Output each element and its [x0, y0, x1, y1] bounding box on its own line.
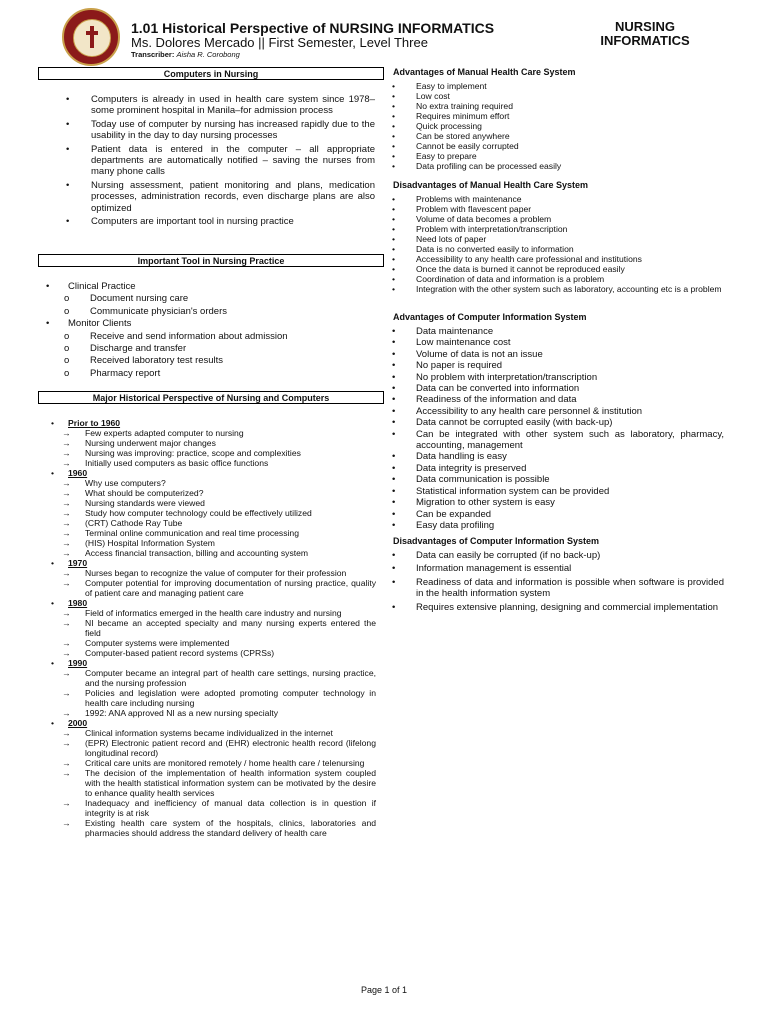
list-item [392, 417, 724, 428]
list-item [392, 224, 724, 234]
list-item [392, 497, 724, 508]
list-item-text: Field of informatics emerged in the health care industry and nursing [85, 608, 342, 618]
bullet-icon: • [392, 383, 396, 395]
list-item [392, 131, 724, 141]
list-item-text: Data communication is possible [416, 474, 550, 486]
list-item [52, 798, 376, 818]
list-item-text: Volume of data is not an issue [416, 348, 543, 360]
adv-manual-list [392, 81, 724, 171]
list-item [392, 550, 724, 561]
adv-manual-heading: Advantages of Manual Health Care System [393, 67, 576, 77]
list-item [392, 474, 724, 485]
list-item-text: Patient data is entered in the computer – all appropriate departments are automatically notified – saving the nurses from many phone calls [91, 143, 375, 178]
list-item-text: Can be stored anywhere [416, 131, 510, 141]
bullet-icon: • [392, 601, 396, 613]
list-item-text: Pharmacy report [90, 367, 161, 379]
bullet-icon: • [51, 718, 55, 728]
list-item [392, 602, 724, 613]
list-item [392, 141, 724, 151]
list-item [392, 406, 724, 417]
arrow-icon: → [62, 618, 71, 628]
list-item-text: Requires minimum effort [416, 111, 510, 121]
bullet-icon: • [392, 326, 396, 337]
list-item [392, 337, 724, 348]
bullet-icon: • [46, 281, 50, 292]
list-item [392, 563, 724, 574]
list-item-text: Problems with maintenance [416, 194, 522, 204]
list-item-text: Problem with interpretation/transcription [416, 224, 568, 234]
list-item-text: Data handling is easy [416, 451, 507, 463]
list-item [52, 438, 376, 448]
bullet-icon: • [66, 94, 70, 105]
list-item-text: Migration to other system is easy [416, 497, 555, 509]
list-item-text: Data can easily be corrupted (if no back-up) [416, 550, 601, 561]
bullet-icon: • [46, 318, 50, 330]
list-item [392, 151, 724, 161]
bullet-icon: • [392, 428, 396, 440]
list-item [392, 383, 724, 394]
arrow-icon: → [62, 728, 71, 738]
list-item [392, 161, 724, 171]
list-item [52, 648, 376, 658]
list-item-text: Monitor Clients [68, 318, 132, 330]
list-item [52, 478, 376, 488]
list-item [52, 548, 376, 558]
transcriber-line: Transcriber: Aisha R. Corobong [131, 50, 240, 59]
arrow-icon: → [62, 578, 71, 588]
bullet-icon: • [392, 451, 396, 463]
arrow-icon: → [62, 478, 71, 488]
list-item [52, 528, 376, 538]
bullet-icon: • [392, 462, 396, 474]
list-item-text: Policies and legislation were adopted promoting computer technology in health care including nursing [85, 688, 376, 708]
list-item-text: Easy to prepare [416, 151, 477, 161]
list-item-text: Data maintenance [416, 326, 494, 337]
list-item-text: Computers is already in used in health care system since 1978–some prominent hospital in Manila–for admission process [91, 94, 375, 117]
list-item-text: Critical care units are monitored remotely / home health care / telenursing [85, 758, 365, 768]
list-item-text: 1990 [68, 658, 88, 668]
list-item-text: Coordination of data and information is a problem [416, 274, 605, 284]
list-item [52, 638, 376, 648]
list-item [47, 331, 377, 342]
arrow-icon: → [62, 768, 71, 778]
list-item-text: (CRT) Cathode Ray Tube [85, 518, 183, 528]
list-item [392, 81, 724, 91]
list-item-text: Prior to 1960 [68, 418, 121, 428]
list-item-text: No paper is required [416, 360, 503, 372]
list-item-text: Can be integrated with other system such as laboratory, pharmacy, accounting, management [416, 428, 724, 452]
bullet-icon: • [392, 91, 396, 101]
list-item-text: Initially used computers as basic office functions [85, 458, 269, 468]
list-item-text: Nursing was improving: practice, scope and complexities [85, 448, 301, 458]
bullet-icon: o [64, 355, 70, 367]
list-item [392, 326, 724, 337]
list-item-text: (EPR) Electronic patient record and (EHR) electronic health record (lifelong longitudinal record) [85, 738, 376, 758]
bullet-icon: • [392, 161, 396, 171]
bullet-icon: • [392, 214, 396, 224]
list-item [392, 394, 724, 405]
list-item [52, 498, 376, 508]
list-item [392, 204, 724, 214]
bullet-icon: • [392, 417, 396, 429]
list-item [52, 598, 376, 608]
list-item [52, 728, 376, 738]
arrow-icon: → [62, 638, 71, 648]
arrow-icon: → [62, 608, 71, 618]
list-item [52, 768, 376, 798]
list-item-text: No problem with interpretation/transcription [416, 371, 598, 383]
list-item-text: Study how computer technology could be effectively utilized [85, 508, 312, 518]
document-subtitle: Ms. Dolores Mercado || First Semester, Level Three [131, 35, 428, 50]
list-item [67, 94, 375, 117]
bullet-icon: • [392, 576, 396, 588]
list-item-text: Readiness of the information and data [416, 394, 577, 406]
list-item-text: Need lots of paper [416, 234, 487, 244]
arrow-icon: → [62, 438, 71, 448]
list-item-text: Volume of data becomes a problem [416, 214, 552, 224]
bullet-icon: • [392, 244, 396, 254]
list-item [392, 520, 724, 531]
bullet-icon: • [392, 348, 396, 360]
list-item-text: The decision of the implementation of health information system coupled with the health statistical information system can be motivated by the desire to enhance quality health services [85, 768, 376, 798]
bullet-icon: • [392, 337, 396, 349]
page-footer: Page 1 of 1 [360, 985, 408, 995]
list-item [52, 578, 376, 598]
arrow-icon: → [62, 738, 71, 748]
list-item-text: Document nursing care [90, 293, 189, 305]
list-item-text: 1980 [68, 598, 88, 608]
bullet-icon: • [392, 81, 396, 91]
list-item [52, 558, 376, 568]
major-history-list [52, 418, 376, 838]
arrow-icon: → [62, 798, 71, 808]
arrow-icon: → [62, 538, 71, 548]
document-title: 1.01 Historical Perspective of NURSING INFORMATICS [131, 20, 495, 36]
list-item-text: Inadequacy and inefficiency of manual data collection is in question if integrity is at risk [85, 798, 376, 818]
list-item [392, 234, 724, 244]
arrow-icon: → [62, 458, 71, 468]
arrow-icon: → [62, 758, 71, 768]
arrow-icon: → [62, 508, 71, 518]
list-item [392, 194, 724, 204]
list-item-text: Information management is essential [416, 563, 572, 575]
bullet-icon: o [64, 305, 70, 317]
bullet-icon: • [51, 468, 55, 478]
list-item-text: Easy to implement [416, 81, 487, 91]
list-item [52, 618, 376, 638]
list-item [47, 293, 377, 304]
arrow-icon: → [62, 488, 71, 498]
list-item [392, 254, 724, 264]
list-item [67, 216, 375, 227]
list-item-text: Problem with flavescent paper [416, 204, 532, 214]
list-item [392, 372, 724, 383]
list-item-text: NI became an accepted specialty and many nursing experts entered the field [85, 618, 376, 638]
list-item-text: 1992: ANA approved NI as a new nursing specialty [85, 708, 278, 718]
list-item [52, 518, 376, 528]
disadv-manual-list [392, 194, 724, 294]
bullet-icon: • [66, 216, 70, 228]
list-item [52, 688, 376, 708]
bullet-icon: • [392, 550, 396, 561]
list-item-text: Existing health care system of the hospitals, clinics, laboratories and pharmacies should address the standard delivery of health care [85, 818, 376, 838]
bullet-icon: • [392, 274, 396, 284]
list-item-text: Few experts adapted computer to nursing [85, 428, 244, 438]
list-item [52, 568, 376, 578]
list-item [47, 318, 377, 329]
list-item [392, 101, 724, 111]
bullet-icon: • [51, 558, 55, 568]
list-item-text: Computers are important tool in nursing practice [91, 216, 294, 228]
adv-cis-list [392, 326, 724, 531]
list-item [392, 121, 724, 131]
list-item-text: 1970 [68, 558, 88, 568]
arrow-icon: → [62, 548, 71, 558]
disadv-cis-list [392, 550, 724, 615]
list-item [52, 448, 376, 458]
list-item [52, 608, 376, 618]
list-item [392, 349, 724, 360]
list-item-text: Why use computers? [85, 478, 166, 488]
list-item-text: What should be computerized? [85, 488, 204, 498]
list-item-text: Statistical information system can be provided [416, 485, 610, 497]
list-item-text: 1960 [68, 468, 88, 478]
list-item [47, 306, 377, 317]
bullet-icon: • [392, 131, 396, 141]
list-item-text: Requires extensive planning, designing and commercial implementation [416, 601, 719, 613]
important-tool-heading: Important Tool in Nursing Practice [38, 254, 384, 267]
list-item [392, 214, 724, 224]
bullet-icon: o [64, 343, 70, 355]
bullet-icon: • [66, 143, 70, 155]
list-item [52, 508, 376, 518]
list-item-text: Low cost [416, 91, 450, 101]
computers-in-nursing-heading: Computers in Nursing [38, 67, 384, 80]
list-item-text: Terminal online communication and real time processing [85, 528, 299, 538]
computers-in-nursing-list [67, 94, 375, 229]
bullet-icon: • [392, 224, 396, 234]
list-item [52, 468, 376, 478]
list-item [52, 418, 376, 428]
list-item-text: Accessibility to any health care personnel & institution [416, 405, 643, 417]
list-item [52, 738, 376, 758]
arrow-icon: → [62, 648, 71, 658]
bullet-icon: • [392, 497, 396, 509]
list-item-text: 2000 [68, 718, 88, 728]
list-item-text: Can be expanded [416, 508, 492, 520]
disadv-manual-heading: Disadvantages of Manual Health Care System [393, 180, 589, 190]
bullet-icon: • [392, 264, 396, 274]
arrow-icon: → [62, 568, 71, 578]
list-item-text: Cannot be easily corrupted [416, 141, 519, 151]
list-item-text: Data profiling can be processed easily [416, 161, 562, 171]
list-item-text: Quick processing [416, 121, 482, 131]
list-item-text: Today use of computer by nursing has increased rapidly due to the usability in the day to day nursing processes [91, 118, 375, 142]
list-item [52, 458, 376, 468]
bullet-icon: o [64, 330, 70, 342]
list-item [392, 111, 724, 121]
list-item [52, 668, 376, 688]
list-item [52, 488, 376, 498]
adv-cis-heading: Advantages of Computer Information System [393, 312, 587, 322]
list-item [47, 368, 377, 379]
list-item-text: Data can be converted into information [416, 383, 580, 395]
list-item-text: Data is no converted easily to information [416, 244, 574, 254]
list-item [392, 577, 724, 600]
list-item [392, 91, 724, 101]
list-item-text: Nurses began to recognize the value of computer for their profession [85, 568, 347, 578]
bullet-icon: • [392, 234, 396, 244]
bullet-icon: • [392, 405, 396, 417]
list-item [392, 429, 724, 452]
list-item-text: Low maintenance cost [416, 337, 511, 349]
list-item-text: Clinical information systems became individualized in the internet [85, 728, 333, 738]
bullet-icon: • [392, 394, 396, 406]
list-item [392, 284, 724, 294]
list-item [392, 509, 724, 520]
list-item-text: Communicate physician's orders [90, 305, 227, 317]
list-item-text: Computer became an integral part of health care settings, nursing practice, and the nursing profession [85, 668, 376, 688]
list-item [47, 355, 377, 366]
arrow-icon: → [62, 818, 71, 828]
bullet-icon: • [392, 101, 396, 111]
bullet-icon: • [392, 474, 396, 486]
list-item-text: Nursing standards were viewed [85, 498, 205, 508]
bullet-icon: • [392, 371, 396, 383]
list-item [52, 538, 376, 548]
arrow-icon: → [62, 688, 71, 698]
list-item-text: Data cannot be corrupted easily (with back-up) [416, 417, 613, 429]
bullet-icon: • [392, 519, 396, 531]
arrow-icon: → [62, 528, 71, 538]
course-name: NURSING INFORMATICS [600, 19, 690, 48]
bullet-icon: • [66, 118, 70, 130]
list-item [392, 463, 724, 474]
bullet-icon: • [392, 563, 396, 575]
bullet-icon: • [392, 111, 396, 121]
list-item [392, 486, 724, 497]
list-item-text: Receive and send information about admission [90, 330, 288, 342]
bullet-icon: • [66, 179, 70, 191]
list-item [392, 451, 724, 462]
list-item-text: Access financial transaction, billing and accounting system [85, 548, 309, 558]
bullet-icon: • [392, 485, 396, 497]
bullet-icon: • [392, 151, 396, 161]
list-item-text: Discharge and transfer [90, 343, 187, 355]
bullet-icon: • [392, 360, 396, 372]
bullet-icon: • [51, 418, 55, 428]
bullet-icon: • [392, 284, 396, 294]
list-item-text: Easy data profiling [416, 519, 495, 531]
bullet-icon: • [51, 658, 55, 668]
list-item-text: Data integrity is preserved [416, 462, 527, 474]
list-item [52, 758, 376, 768]
disadv-cis-heading: Disadvantages of Computer Information System [393, 536, 600, 546]
list-item-text: Accessibility to any health care professional and institutions [416, 254, 642, 264]
list-item-text: Nursing assessment, patient monitoring and plans, medication processes, administration records, even discharge plans are also optimized [91, 179, 375, 214]
list-item-text: Computer systems were implemented [85, 638, 230, 648]
major-history-heading: Major Historical Perspective of Nursing and Computers [38, 391, 384, 404]
list-item [67, 180, 375, 214]
bullet-icon: • [51, 598, 55, 608]
bullet-icon: • [392, 254, 396, 264]
list-item-text: No extra training required [416, 101, 513, 111]
list-item [52, 718, 376, 728]
list-item-text: Computer potential for improving documentation of nursing practice, quality of patient care and managing patient care [85, 578, 376, 598]
university-seal-logo [62, 8, 120, 66]
arrow-icon: → [62, 668, 71, 678]
bullet-icon: • [392, 204, 396, 214]
bullet-icon: • [392, 141, 396, 151]
list-item [392, 274, 724, 284]
list-item [392, 360, 724, 371]
list-item [392, 244, 724, 254]
bullet-icon: o [64, 367, 70, 379]
list-item [67, 144, 375, 178]
arrow-icon: → [62, 428, 71, 438]
list-item-text: Clinical Practice [68, 281, 136, 292]
list-item-text: Received laboratory test results [90, 355, 224, 367]
list-item [392, 264, 724, 274]
arrow-icon: → [62, 518, 71, 528]
list-item-text: Computer-based patient record systems (CPRSs) [85, 648, 275, 658]
arrow-icon: → [62, 498, 71, 508]
bullet-icon: o [64, 293, 70, 305]
list-item [52, 708, 376, 718]
list-item [52, 658, 376, 668]
list-item [67, 119, 375, 142]
bullet-icon: • [392, 508, 396, 520]
list-item [47, 343, 377, 354]
list-item [52, 818, 376, 838]
important-tool-list [47, 281, 377, 380]
list-item-text: (HIS) Hospital Information System [85, 538, 215, 548]
list-item [47, 281, 377, 292]
list-item-text: Nursing underwent major changes [85, 438, 216, 448]
list-item-text: Once the data is burned it cannot be reproduced easily [416, 264, 625, 274]
arrow-icon: → [62, 708, 71, 718]
arrow-icon: → [62, 448, 71, 458]
bullet-icon: • [392, 121, 396, 131]
bullet-icon: • [392, 194, 396, 204]
list-item-text: Integration with the other system such as laboratory, accounting etc is a problem [416, 284, 722, 294]
list-item [52, 428, 376, 438]
list-item-text: Readiness of data and information is possible when software is provided in the health information system [416, 576, 724, 600]
